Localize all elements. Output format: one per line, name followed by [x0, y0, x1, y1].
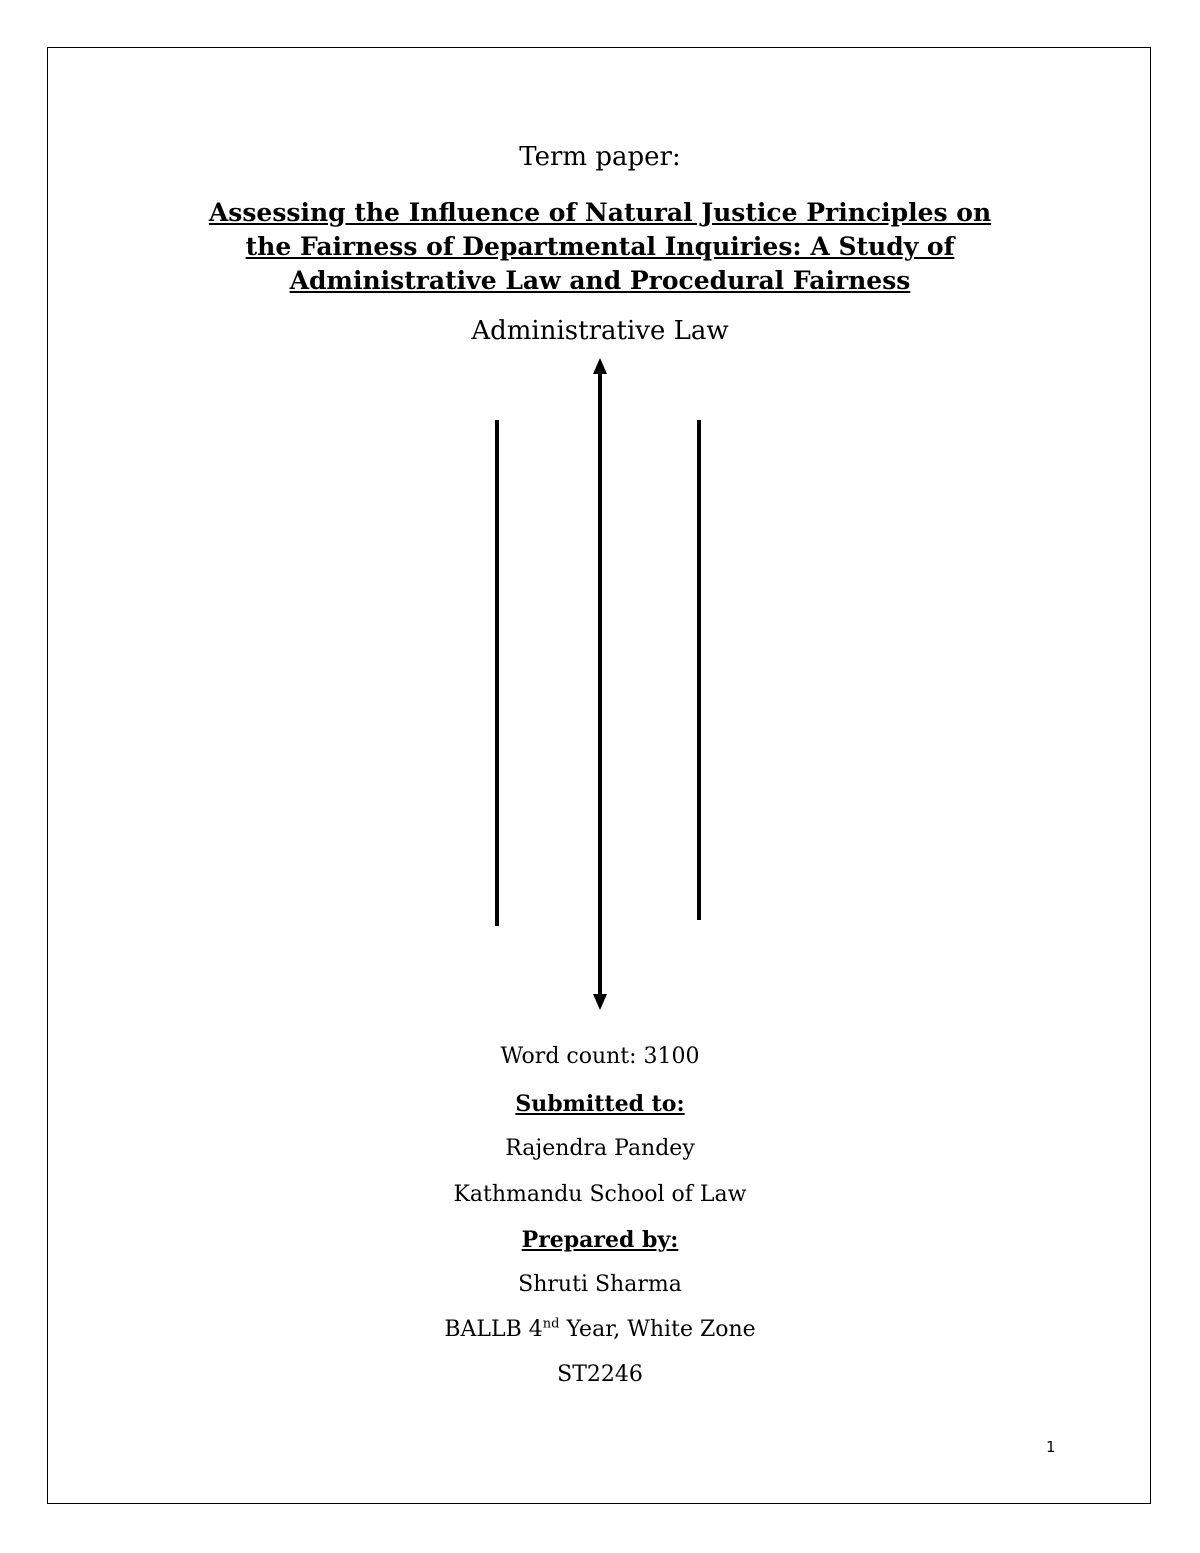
paper-title-line: the Fairness of Departmental Inquiries: A Study of — [245, 232, 955, 261]
program-prefix: BALLB 4 — [444, 1317, 543, 1342]
document-heading: Term paper: — [519, 142, 681, 172]
arrow-down-head — [593, 994, 607, 1010]
ordinal-suffix: nd — [542, 1316, 560, 1332]
student-id: ST2246 — [557, 1362, 643, 1387]
supervisor-name: Rajendra Pandey — [505, 1136, 695, 1161]
word-count: Word count: 3100 — [500, 1044, 700, 1069]
submitted-to-label: Submitted to: — [515, 1091, 685, 1117]
author-name: Shruti Sharma — [518, 1272, 682, 1297]
program-info — [0, 1317, 1200, 1342]
subject-title: Administrative Law — [471, 316, 729, 346]
institution-name: Kathmandu School of Law — [453, 1182, 747, 1207]
paper-title-line: Assessing the Influence of Natural Justice Principles on — [208, 198, 992, 227]
paper-title-line: Administrative Law and Procedural Fairness — [289, 266, 911, 295]
page-number: 1 — [1046, 1438, 1056, 1456]
arrow-up-head — [593, 358, 607, 374]
prepared-by-label: Prepared by: — [521, 1227, 679, 1253]
program-suffix: Year, White Zone — [559, 1317, 756, 1342]
